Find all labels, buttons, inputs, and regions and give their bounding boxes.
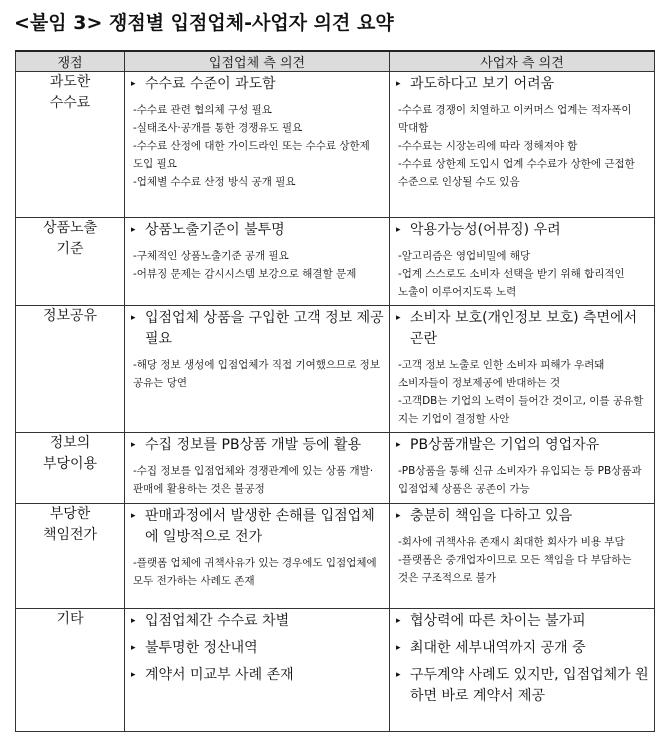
sub-point: -업계 스스로도 소비자 선택을 받기 위해 합리적인 노출이 이루어지도록 노력 <box>398 268 625 298</box>
opinion-summary-table <box>15 50 655 732</box>
topic-cell <box>16 72 125 218</box>
sub-point: -구체적인 상품노출기준 공개 필요 <box>133 250 289 262</box>
triangle-bullet-icon: ▸ <box>396 670 401 680</box>
topic-cell <box>16 504 125 609</box>
topic-label: 정보공유 <box>42 308 98 324</box>
triangle-bullet-icon: ▸ <box>396 313 401 323</box>
sub-point: -회사에 귀책사유 존재시 최대한 회사가 비용 부담 <box>398 536 625 548</box>
platform-opinion-cell <box>390 218 655 306</box>
topic-label: 기준 <box>56 241 84 257</box>
vendor-opinion-cell <box>125 504 390 609</box>
main-point <box>396 638 650 659</box>
main-point <box>131 611 385 632</box>
triangle-bullet-icon: ▸ <box>131 670 136 680</box>
table-row <box>16 504 655 609</box>
triangle-bullet-icon: ▸ <box>396 643 401 653</box>
topic-label: 부당이용 <box>42 456 98 472</box>
main-point <box>131 506 385 548</box>
table-row <box>16 306 655 433</box>
main-point-text: 입점업체간 수수료 차별 <box>145 613 290 629</box>
vendor-opinion-cell <box>125 609 390 732</box>
topic-cell <box>16 218 125 306</box>
sub-point: -알고리즘은 영업비밀에 해당 <box>398 250 531 262</box>
table-row <box>16 72 655 218</box>
table-row <box>16 609 655 732</box>
sub-point: -업체별 수수료 산정 방식 공개 필요 <box>133 176 296 188</box>
sub-point: -플랫폼은 중개업자이므로 모든 책임을 다 부담하는 것은 구조적으로 불가 <box>398 554 632 584</box>
main-point-text: 불투명한 정산내역 <box>145 640 258 656</box>
platform-opinion-cell <box>390 433 655 504</box>
main-point-text: 계약서 미교부 사례 존재 <box>145 667 294 683</box>
sub-point: -수수료 관련 협의체 구성 필요 <box>133 104 272 116</box>
main-point <box>396 220 650 241</box>
topic-cell <box>16 433 125 504</box>
sub-point: -수수료는 시장논리에 따라 정해져야 함 <box>398 140 578 152</box>
main-point <box>131 665 385 686</box>
main-point <box>396 665 650 707</box>
triangle-bullet-icon: ▸ <box>396 440 401 450</box>
vendor-opinion-cell <box>125 433 390 504</box>
sub-point: -수집 정보를 입점업체와 경쟁관계에 있는 상품 개발·판매에 활용하는 것은 불공정 <box>133 465 374 495</box>
triangle-bullet-icon: ▸ <box>396 225 401 235</box>
main-point-text: 협상력에 따른 차이는 불가피 <box>410 613 586 629</box>
sub-point: -수수료 상한제 도입시 업계 수수료가 상한에 근접한 수준으로 인상될 수도 있음 <box>398 158 635 188</box>
main-point <box>396 308 650 350</box>
vendor-opinion-cell <box>125 218 390 306</box>
sub-point: -수수료 경쟁이 치열하고 이커머스 업계는 적자폭이 막대함 <box>398 104 632 134</box>
triangle-bullet-icon: ▸ <box>396 511 401 521</box>
topic-label: 상품노출 <box>42 220 98 236</box>
main-point-text: PB상품개발은 기업의 영업자유 <box>410 437 600 453</box>
triangle-bullet-icon: ▸ <box>131 225 136 235</box>
topic-label: 부당한 <box>49 506 91 522</box>
header-topic: 쟁점 <box>16 51 125 72</box>
document-title: <붙임 3> 쟁점별 입점업체-사업자 의견 요약 <box>14 12 394 34</box>
main-point-text: 입점업체 상품을 구입한 고객 정보 제공 필요 <box>145 310 384 347</box>
vendor-opinion-cell <box>125 72 390 218</box>
topic-label: 정보의 <box>49 435 91 451</box>
main-point-text: 판매과정에서 발생한 손해를 입점업체에 일방적으로 전가 <box>145 508 375 545</box>
sub-point: -수수료 산정에 대한 가이드라인 또는 수수료 상한제 도입 필요 <box>133 140 370 170</box>
topic-label: 기타 <box>56 611 84 627</box>
main-point <box>396 435 650 456</box>
triangle-bullet-icon: ▸ <box>396 79 401 89</box>
topic-cell <box>16 609 125 732</box>
main-point-text: 악용가능성(어뷰징) 우려 <box>410 222 561 238</box>
triangle-bullet-icon: ▸ <box>131 643 136 653</box>
vendor-opinion-cell <box>125 306 390 433</box>
platform-opinion-cell <box>390 609 655 732</box>
main-point-text: 충분히 책임을 다하고 있음 <box>410 508 573 524</box>
main-point-text: 상품노출기준이 불투명 <box>145 222 285 238</box>
main-point <box>131 435 385 456</box>
triangle-bullet-icon: ▸ <box>131 313 136 323</box>
main-point <box>396 74 650 95</box>
header-platform: 사업자 측 의견 <box>390 51 655 72</box>
topic-label: 수수료 <box>49 95 91 111</box>
topic-cell <box>16 306 125 433</box>
platform-opinion-cell <box>390 504 655 609</box>
main-point <box>131 308 385 350</box>
topic-label: 과도한 <box>49 74 91 90</box>
triangle-bullet-icon: ▸ <box>396 616 401 626</box>
platform-opinion-cell <box>390 72 655 218</box>
main-point-text: 소비자 보호(개인정보 보호) 측면에서 곤란 <box>410 310 638 347</box>
topic-label: 책임전가 <box>42 527 98 543</box>
sub-point: -플랫폼 업체에 귀책사유가 있는 경우에도 입점업체에 모두 전가하는 사례도 존재 <box>133 557 377 587</box>
main-point-text: 과도하다고 보기 어려움 <box>410 76 555 92</box>
main-point <box>396 611 650 632</box>
sub-point: -고객DB는 기업의 노력이 들어간 것이고, 이를 공유할 지는 기업이 결정할 사안 <box>398 395 644 425</box>
triangle-bullet-icon: ▸ <box>131 511 136 521</box>
table-row <box>16 218 655 306</box>
triangle-bullet-icon: ▸ <box>131 440 136 450</box>
main-point <box>396 506 650 527</box>
header-row <box>16 51 655 72</box>
sub-point: -해당 정보 생성에 입점업체가 직접 기여했으므로 정보 공유는 당연 <box>133 359 380 389</box>
main-point-text: 최대한 세부내역까지 공개 중 <box>410 640 586 656</box>
sub-point: -PB상품을 통해 신규 소비자가 유입되는 등 PB상품과 입점업체 상품은 공존이 가능 <box>398 465 642 495</box>
main-point <box>131 638 385 659</box>
table-row <box>16 433 655 504</box>
main-point-text: 구두계약 사례도 있지만, 입점업체가 원하면 바로 계약서 제공 <box>410 667 649 704</box>
main-point-text: 수집 정보를 PB상품 개발 등에 활용 <box>145 437 362 453</box>
triangle-bullet-icon: ▸ <box>131 79 136 89</box>
sub-point: -고객 정보 노출로 인한 소비자 피해가 우려돼 소비자들이 정보제공에 반대하는 것 <box>398 359 605 389</box>
header-vendor: 입점업체 측 의견 <box>125 51 390 72</box>
main-point <box>131 220 385 241</box>
main-point-text: 수수료 수준이 과도함 <box>145 76 276 92</box>
triangle-bullet-icon: ▸ <box>131 616 136 626</box>
main-point <box>131 74 385 95</box>
platform-opinion-cell <box>390 306 655 433</box>
sub-point: -어뷰징 문제는 감시시스템 보강으로 해결할 문제 <box>133 268 357 280</box>
sub-point: -실태조사·공개를 통한 경쟁유도 필요 <box>133 122 303 134</box>
